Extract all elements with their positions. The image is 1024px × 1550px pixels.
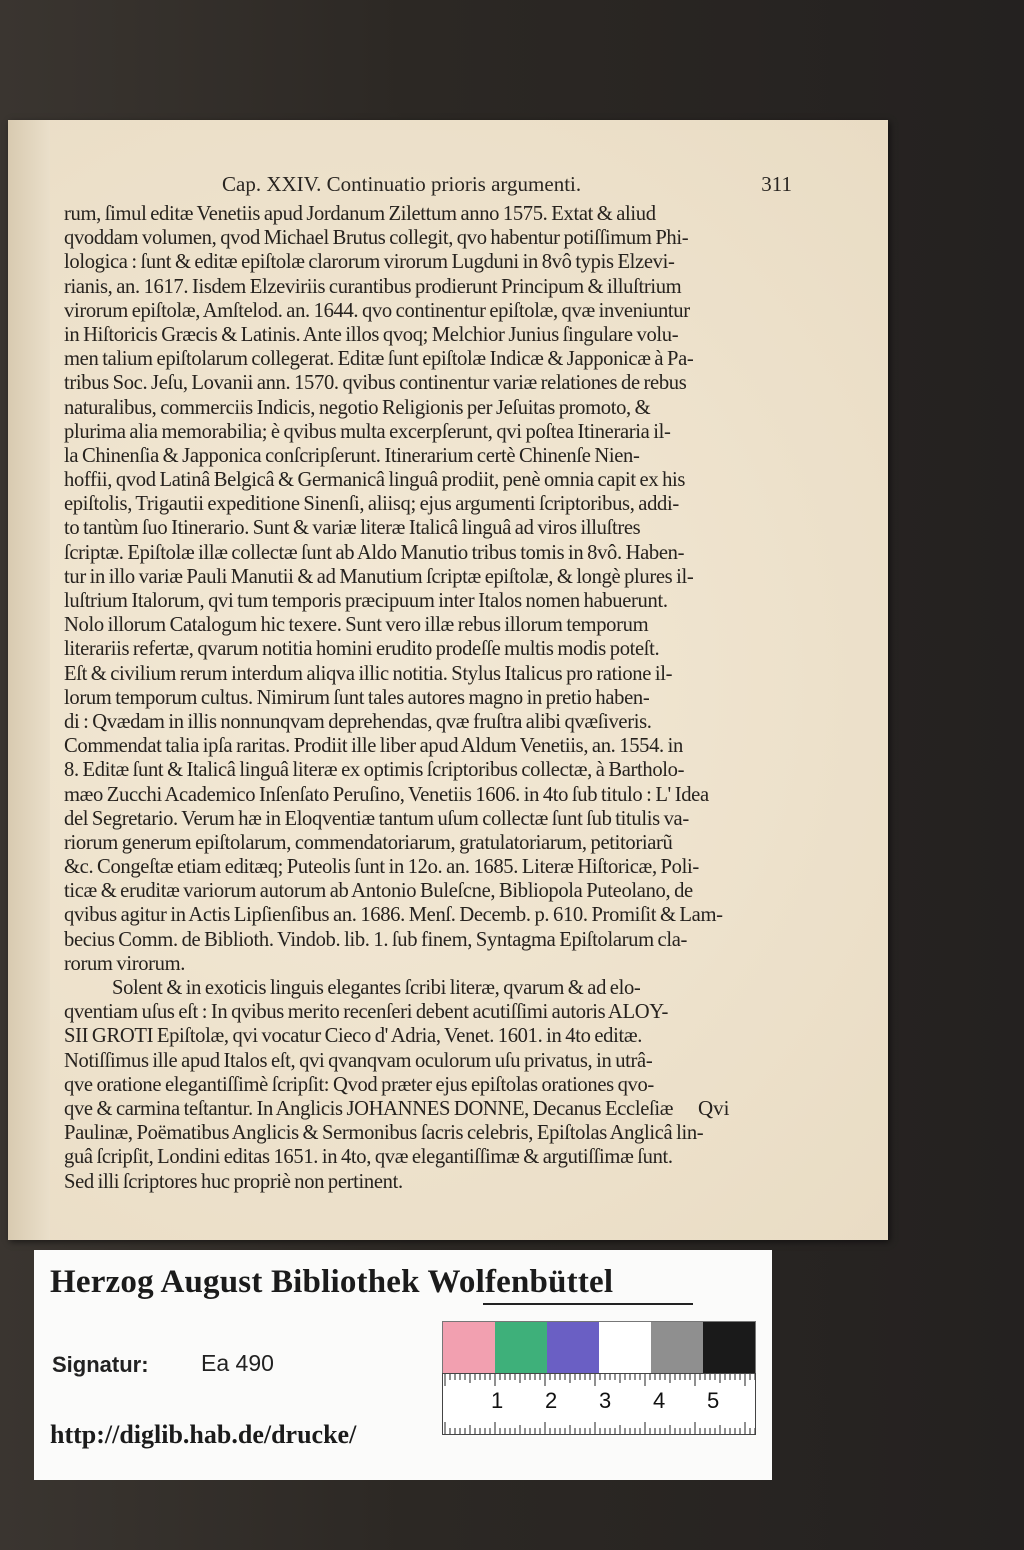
text-line: lorum temporum cultus. Nimirum ſunt tales autores magno in pretio haben- [64, 686, 650, 709]
text-line: &c. Congeſtæ etiam editæq; Puteolis ſunt in 12o. an. 1685. Literæ Hiſtoricæ, Poli- [64, 856, 699, 879]
text-line: ſcriptæ. Epiſtolæ illæ collectæ ſunt ab Aldo Manutio tribus tomis in 8vô. Haben- [64, 541, 685, 564]
library-name: Herzog August Bibliothek Wolfenbüttel [50, 1264, 614, 1300]
text-line: Nolo illorum Catalogum hic texere. Sunt vero illæ rebus illorum temporum [64, 614, 649, 637]
ruler-number: 5 [707, 1388, 720, 1413]
text-line: rum, ſimul editæ Venetiis apud Jordanum Zilettum anno 1575. Extat & aliud [64, 203, 656, 225]
text-line: to tantùm ſuo Itinerario. Sunt & variæ literæ Italicâ linguâ ad viros illuſtres [64, 517, 641, 540]
text-line: epiſtolis, Trigautii expeditione Sinenſi, aliisq; ejus argumenti ſcriptoribus, addi- [64, 493, 679, 516]
signatur-label: Signatur: [52, 1352, 149, 1377]
text-line: rorum virorum. [64, 952, 186, 975]
library-underline [483, 1303, 693, 1305]
chapter-title: Cap. XXIV. Continuatio prioris argumenti. [222, 172, 582, 196]
text-line: virorum epiſtolæ, Amſtelod. an. 1644. qvo continentur epiſtolæ, qvæ inveniuntur [64, 299, 690, 322]
text-line: plurima alia memorabilia; è qvibus multa excerpſerunt, qvi poſtea Itineraria il- [64, 420, 671, 443]
text-line: qve & carmina teſtantur. In Anglicis JOHANNES DONNE, Decanus Eccleſiæ [64, 1097, 674, 1120]
catchword: Qvi [698, 1096, 730, 1120]
text-line: becius Comm. de Biblioth. Vindob. lib. 1. ſub finem, Syntagma Epiſtolarum cla- [64, 928, 688, 951]
text-line: del Segretario. Verum hæ in Eloqventiæ tantum uſum collectæ ſunt ſub titulis va- [64, 807, 689, 830]
running-header [222, 172, 792, 200]
color-swatch [547, 1322, 599, 1374]
library-url: http://diglib.hab.de/drucke/ [50, 1420, 357, 1449]
text-line: qve oratione elegantiſſimè ſcripſit: Qvod præter ejus epiſtolas orationes qvo- [64, 1073, 654, 1096]
ruler-number: 4 [653, 1388, 666, 1413]
text-line: la Chinenſia & Japponica conſcripſerunt. Itinerarium certè Chinenſe Nien- [64, 444, 640, 467]
ruler-number: 2 [545, 1388, 558, 1413]
text-line: tribus Soc. Jeſu, Lovanii ann. 1570. qvibus continentur variæ relationes de rebus [64, 372, 687, 395]
scale-ruler [442, 1373, 756, 1435]
text-line: Commendat talia ipſa raritas. Prodiit ille liber apud Aldum Venetiis, an. 1554. in [64, 735, 683, 758]
library-label [34, 1250, 772, 1480]
text-line: literariis refertæ, qvarum notitia homini erudito prodeſſe multis modis poteſt. [64, 638, 660, 661]
text-line: Notiſſimus ille apud Italos eſt, qvi qvanqvam oculorum uſu privatus, in utrâ- [64, 1049, 653, 1072]
color-swatch [651, 1322, 703, 1374]
text-line: 8. Editæ ſunt & Italicâ linguâ literæ ex optimis ſcriptoribus collectæ, à Bartholo- [64, 759, 685, 782]
signatur-value: Ea 490 [201, 1350, 274, 1376]
text-line: hoffii, qvod Latinâ Belgicâ & Germanicâ linguâ prodiit, penè omnia capit ex his [64, 469, 686, 492]
text-line: rianis, an. 1617. Iisdem Elzeviriis curantibus prodierunt Principum & illuſtrium [64, 275, 682, 298]
color-swatch [443, 1322, 495, 1374]
color-swatch [495, 1322, 547, 1374]
page-gutter [8, 120, 50, 1240]
text-line: in Hiſtoricis Græcis & Latinis. Ante illos qvoq; Melchior Junius ſingulare volu- [64, 323, 679, 346]
text-line: Eſt & civilium rerum interdum aliqva illic notitia. Stylus Italicus pro ratione il- [64, 662, 673, 685]
text-line: qvibus agitur in Actis Lipſienſibus an. 1686. Menſ. Decemb. p. 610. Promiſit & Lam- [64, 904, 723, 927]
color-swatch [599, 1322, 651, 1374]
text-line: Solent & in exoticis linguis elegantes ſcribi literæ, qvarum & ad elo- [112, 977, 641, 999]
text-line: qventiam uſus eſt : In qvibus merito recenſeri debent acutiſſimi autoris ALOY- [64, 1001, 668, 1024]
page-number: 311 [761, 172, 792, 196]
color-calibration-strip [442, 1321, 756, 1375]
text-line: SII GROTI Epiſtolæ, qvi vocatur Cieco d' Adria, Venet. 1601. in 4to editæ. [64, 1025, 643, 1048]
body-text [64, 202, 766, 1194]
text-line: di : Qvædam in illis nonnunqvam deprehendas, qvæ fruſtra alibi qvæſiveris. [64, 710, 652, 733]
ruler-number: 1 [491, 1388, 504, 1413]
text-line: Paulinæ, Poëmatibus Anglicis & Sermonibus ſacris celebris, Epiſtolas Anglicâ lin- [64, 1122, 704, 1145]
ruler-number: 3 [599, 1388, 612, 1413]
text-line: men talium epiſtolarum collegerat. Editæ ſunt epiſtolæ Indicæ & Japponicæ à Pa- [64, 348, 694, 371]
text-line: qvoddam volumen, qvod Michael Brutus collegit, qvo habentur potiſſimum Phi- [64, 227, 689, 250]
text-line: naturalibus, commerciis Indicis, negotio Religionis per Jeſuitas promoto, & [64, 396, 651, 419]
text-line: luſtrium Italorum, qvi tum temporis præcipuum inter Italos nomen habuerunt. [64, 590, 668, 612]
text-line: tur in illo variæ Pauli Manutii & ad Manutium ſcriptæ epiſtolæ, & longè plures il- [64, 565, 694, 588]
text-line: mæo Zucchi Academico Inſenſato Peruſino, Venetiis 1606. in 4to ſub titulo : L' Idea [64, 783, 709, 806]
text-line: riorum generum epiſtolarum, commendatoriarum, gratulatoriarum, petitoriarũ [64, 831, 673, 854]
text-line: lologica : ſunt & editæ epiſtolæ clarorum virorum Lugduni in 8vô typis Elzevi- [64, 251, 675, 274]
text-line: ticæ & eruditæ variorum autorum ab Antonio Buleſcne, Bibliopola Puteolano, de [64, 880, 693, 903]
text-line: Sed illi ſcriptores huc propriè non pertinent. [64, 1170, 403, 1193]
text-line: guâ ſcripſit, Londini editas 1651. in 4to, qvæ elegantiſſimæ & argutiſſimæ ſunt. [64, 1146, 673, 1169]
color-swatch [703, 1322, 755, 1374]
